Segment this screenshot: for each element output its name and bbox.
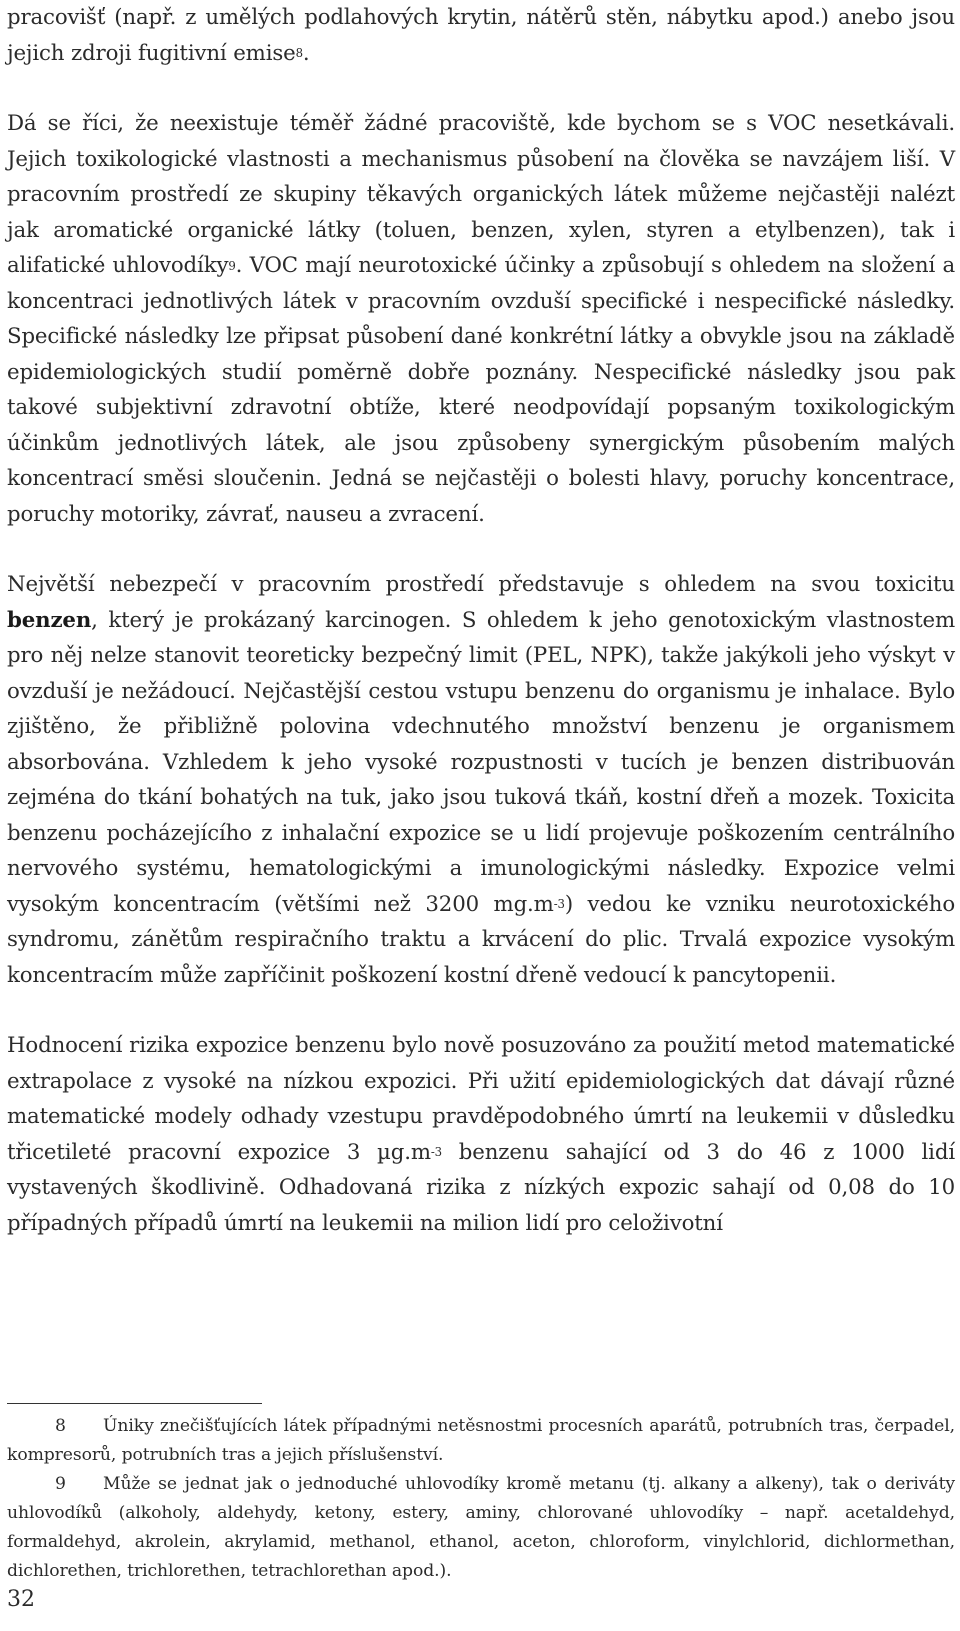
- footnote-ref: 9: [228, 258, 236, 273]
- footnote-text: Může se jednat jak o jednoduché uhlovodíky kromě metanu (tj. alkany a alkeny), tak o deriváty uhlovodíků (alkoholy, aldehydy, ketony, estery, aminy, chlorované uhlovodíky – např. acetaldehyd, formaldehyd, akrolein, akrylamid, methanol, ethanol, aceton, chloroform, vinylchlorid, dichlormethan, dichlorethen, trichlorethen, tetrachlorethan apod.).: [7, 1474, 955, 1581]
- paragraph-text: Dá se říci, že neexistuje téměř žádné pracoviště, kde bychom se s VOC nesetkávali. Jejich toxikologické vlastnosti a mechanismus působení na člověka se navzájem liší. V pracovním prostředí ze skupiny těkavých organických látek můžeme nejčastěji nalézt jak aromatické organické látky (toluen, benzen, xylen, styren a etylbenzen), tak i alifatické uhlovodíky: [7, 111, 955, 278]
- paragraph-text: pracovišť (např. z umělých podlahových krytin, nátěrů stěn, nábytku apod.) anebo jsou jejich zdroji fugitivní emise: [7, 5, 955, 66]
- footnote-number: 8: [55, 1416, 66, 1436]
- footnote-separator: [7, 1403, 262, 1404]
- paragraph-gap: [7, 532, 955, 567]
- footnote-number: 9: [55, 1474, 66, 1494]
- footnotes: [7, 1412, 955, 1586]
- bold-term: benzen: [7, 607, 92, 633]
- paragraph-text: Hodnocení rizika expozice benzenu bylo nově posuzováno za použití metod matematické extrapolace z vysoké na nízkou expozici. Při užití epidemiologických dat dávají různé matematické modely odhady vzestupu pravděpodobného úmrtí na leukemii v důsledku třicetileté pracovní expozice 3 µg.m: [7, 1033, 955, 1165]
- paragraph-gap: [7, 993, 955, 1028]
- paragraph-text: , který je prokázaný karcinogen. S ohledem k jeho genotoxickým vlastnostem pro něj nelze stanovit teoreticky bezpečný limit (PEL, NPK), takže jakýkoli jeho výskyt v ovzduší je nežádoucí. Nejčastější cestou vstupu benzenu do organismu je inhalace. Bylo zjištěno, že přibližně polovina vdechnutého množství benzenu je organismem absorbována. Vzhledem k jeho vysoké rozpustnosti v tucích je benzen distribuován zejména do tkání bohatých na tuk, jako jsou tuková tkáň, kostní dřeň a mozek. Toxicita benzenu pocházejícího z inhalační expozice se u lidí projevuje poškozením centrálního nervového systému, hematologickými a imunologickými následky. Expozice velmi vysokým koncentracím (většími než 3200 mg.m: [7, 607, 955, 917]
- footnote-item: [7, 1412, 955, 1470]
- paragraph-text: ) vedou ke vzniku neurotoxického syndromu, zánětům respiračního traktu a krvácení do plic. Trvalá expozice vysokým koncentracím může zapříčinit poškození kostní dřeně vedoucí k pancytopenii.: [7, 891, 955, 988]
- superscript: -3: [430, 1145, 442, 1160]
- paragraph-text: Největší nebezpečí v pracovním prostředí představuje s ohledem na svou toxicitu: [7, 572, 955, 597]
- footnote-ref: 8: [295, 46, 303, 61]
- footnote-item: [7, 1470, 955, 1586]
- footnote-text: Úniky znečišťujících látek případnými netěsnostmi procesních aparátů, potrubních tras, čerpadel, kompresorů, potrubních tras a jejich příslušenství.: [7, 1416, 955, 1465]
- page-number: 32: [7, 1587, 35, 1612]
- paragraph-text: benzenu sahající od 3 do 46 z 1000 lidí vystavených škodlivině. Odhadovaná rizika z nízkých expozic sahají od 0,08 do 10 případných případů úmrtí na leukemii na milion lidí pro celoživotní: [7, 1139, 955, 1236]
- paragraph-text: . VOC mají neurotoxické účinky a způsobují s ohledem na složení a koncentraci jednotlivých látek v pracovním ovzduší specifické i nespecifické následky. Specifické následky lze připsat působení dané konkrétní látky a obvykle jsou na základě epidemiologických studií poměrně dobře poznány. Nespecifické následky jsou pak takové subjektivní zdravotní obtíže, které neodpovídají popsaným toxikologickým účinkům jednotlivých látek, ale jsou způsobeny synergickým působením malých koncentrací směsi sloučenin. Jedná se nejčastěji o bolesti hlavy, poruchy koncentrace, poruchy motoriky, závrať, nauseu a zvracení.: [7, 253, 955, 527]
- document-page: [7, 0, 955, 1241]
- superscript: -3: [553, 897, 565, 912]
- paragraph-benzene: [7, 567, 955, 993]
- paragraph-text: .: [302, 40, 310, 66]
- paragraph-voc: [7, 106, 955, 532]
- paragraph-continuation: [7, 0, 955, 71]
- paragraph-gap: [7, 71, 955, 106]
- paragraph-risk-assessment: [7, 1028, 955, 1241]
